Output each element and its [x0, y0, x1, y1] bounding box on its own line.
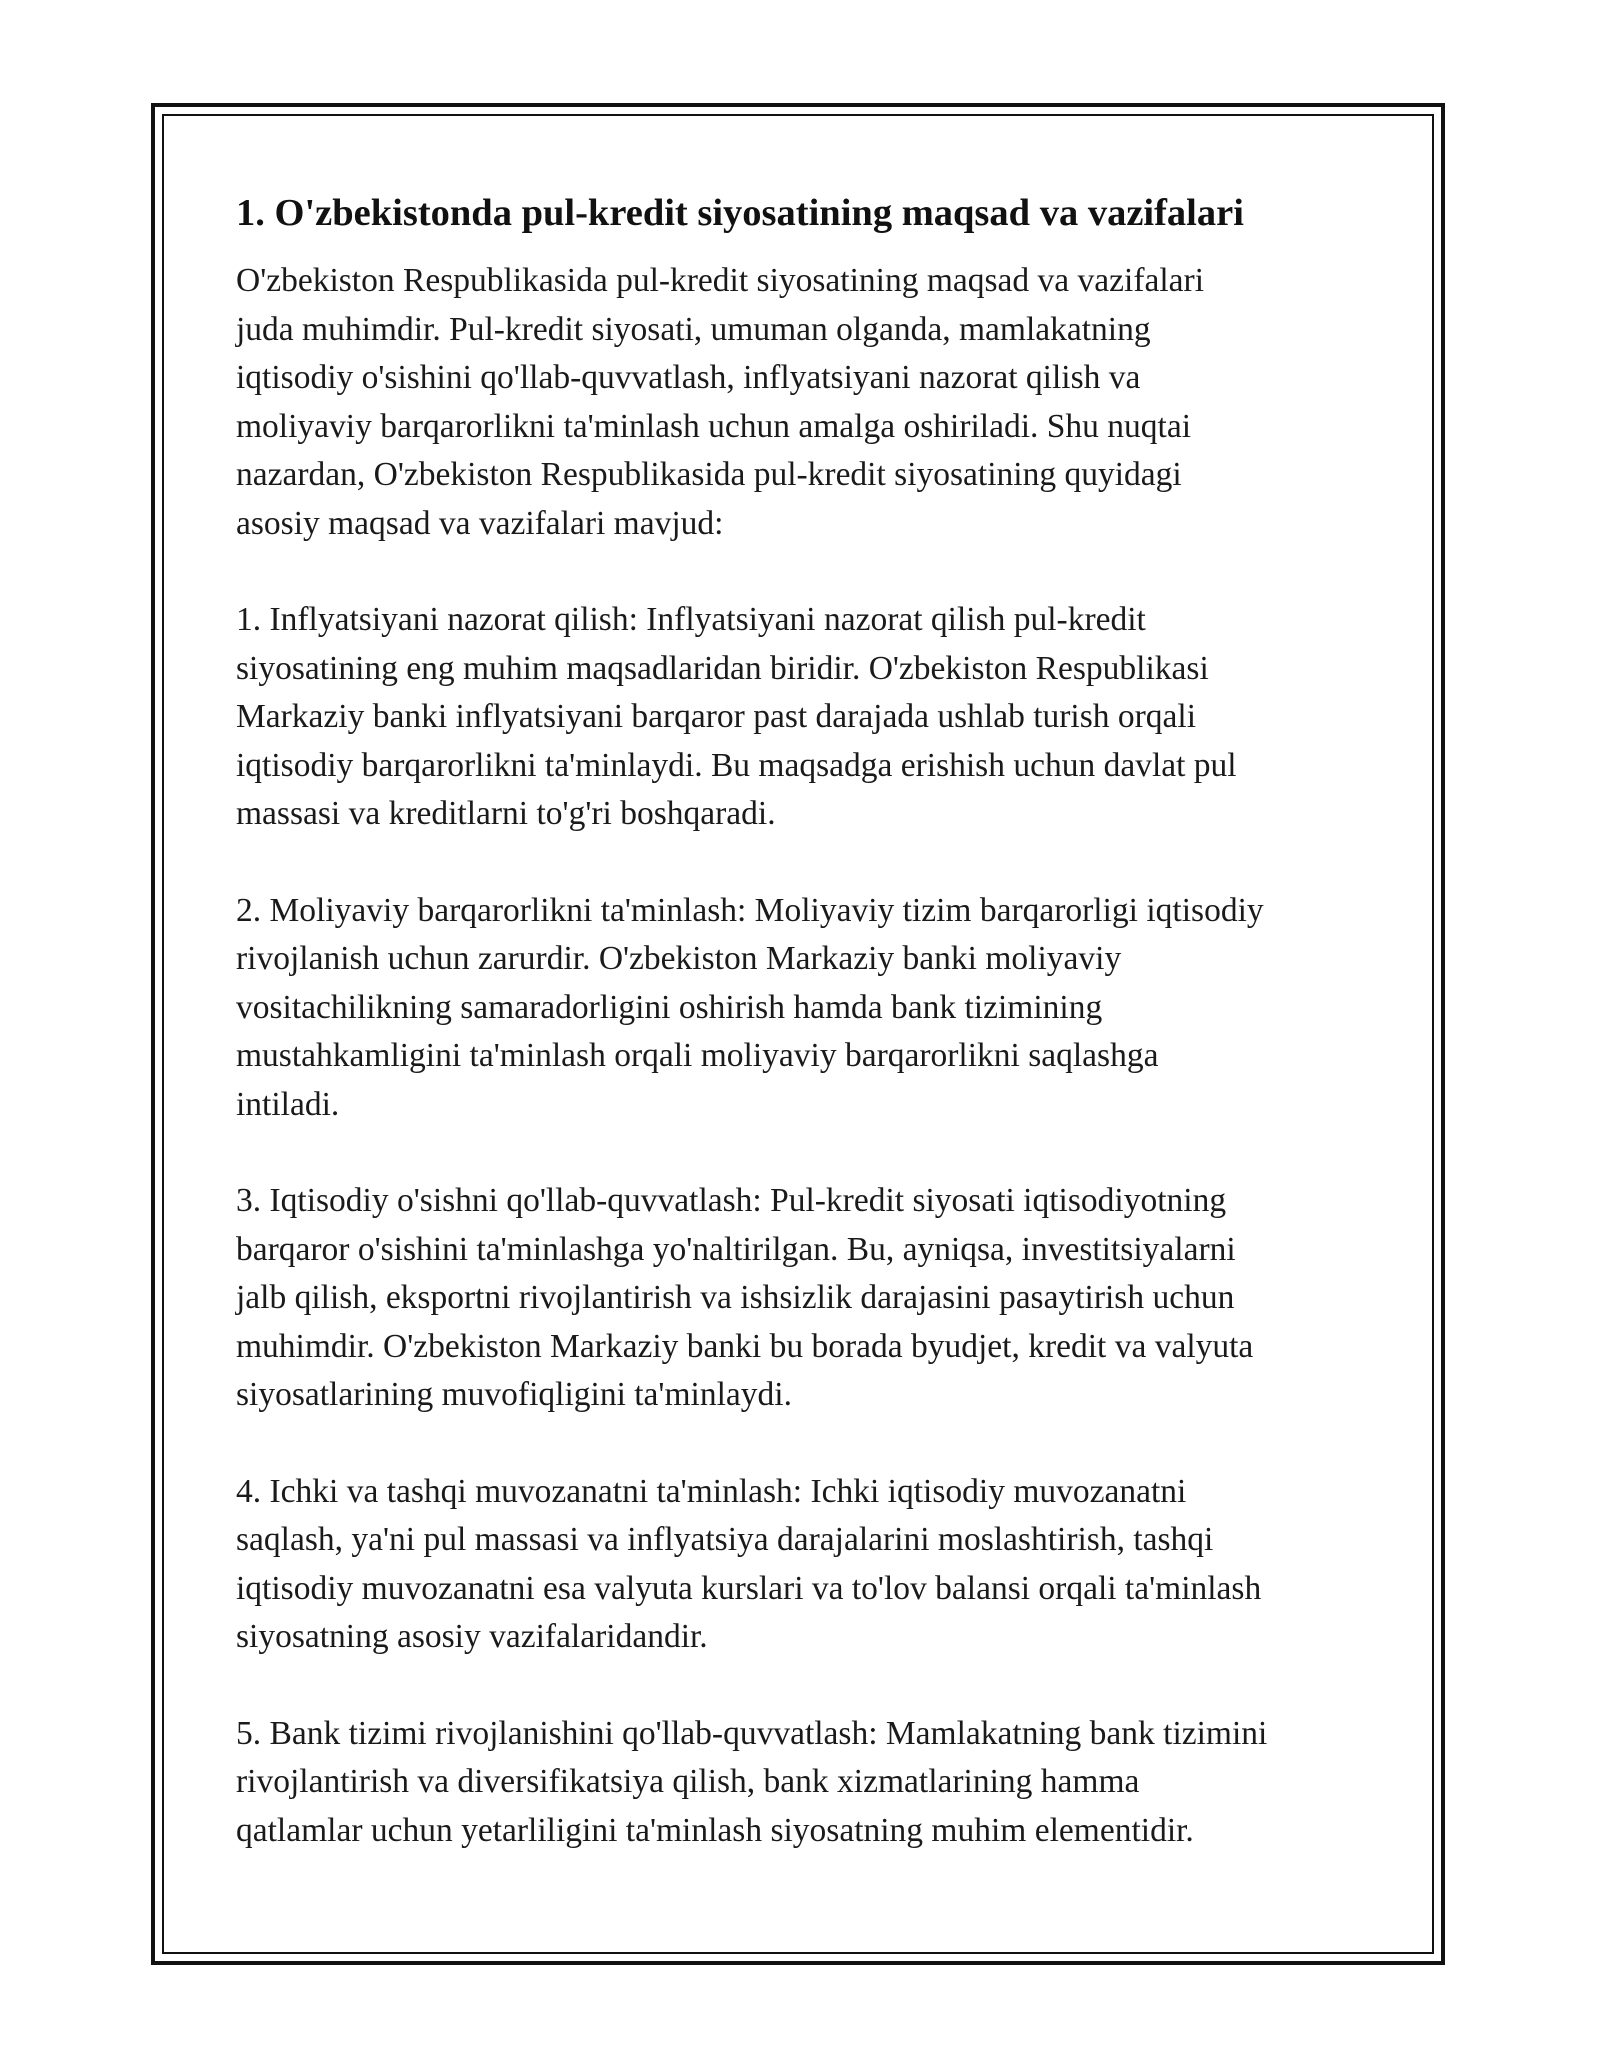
text-line: rivojlantirish va diversifikatsiya qilish, bank xizmatlarining hamma — [236, 1763, 1140, 1800]
text-line: iqtisodiy barqarorlikni ta'minlaydi. Bu maqsadga erishish uchun davlat pul — [236, 746, 1237, 784]
text-line: intiladi. — [236, 1085, 340, 1123]
text-line: barqaror o'sishini ta'minlashga yo'naltirilgan. Bu, ayniqsa, investitsiyalarni — [236, 1230, 1236, 1268]
text-line: iqtisodiy muvozanatni esa valyuta kurslari va to'lov balansi orqali ta'minlash — [236, 1569, 1262, 1607]
text-line: siyosatlarining muvofiqligini ta'minlaydi. — [236, 1376, 792, 1413]
text-line: asosiy maqsad va vazifalari mavjud: — [236, 504, 724, 542]
section-heading: 1. O'zbekistonda pul-kredit siyosatining maqsad va vazifalari — [236, 192, 1244, 234]
text-line: jalb qilish, eksportni rivojlantirish va ishsizlik darajasini pasaytirish uchun — [236, 1279, 1235, 1316]
text-line: Markaziy banki inflyatsiyani barqaror past darajada ushlab turish orqali — [236, 698, 1197, 735]
text-line: massasi va kreditlarni to'g'ri boshqaradi. — [236, 795, 776, 832]
text-line: muhimdir. O'zbekiston Markaziy banki bu borada byudjet, kredit va valyuta — [236, 1327, 1254, 1365]
text-line: saqlash, ya'ni pul massasi va inflyatsiya darajalarini moslashtirish, tashqi — [236, 1521, 1214, 1558]
text-line: mustahkamligini ta'minlash orqali moliyaviy barqarorlikni saqlashga — [236, 1037, 1159, 1074]
text-line: moliyaviy barqarorlikni ta'minlash uchun amalga oshiriladi. Shu nuqtai — [236, 407, 1192, 445]
text-line: juda muhimdir. Pul-kredit siyosati, umuman olganda, mamlakatning — [236, 310, 1151, 348]
list-item-paragraph-4 — [236, 1468, 1376, 1662]
text-line: siyosatning asosiy vazifalaridandir. — [236, 1618, 708, 1655]
text-line: qatlamlar uchun yetarliligini ta'minlash siyosatning muhim elementidir. — [236, 1811, 1194, 1849]
text-line: siyosatining eng muhim maqsadlaridan biridir. O'zbekiston Respublikasi — [236, 649, 1209, 687]
list-item-paragraph-3 — [236, 1177, 1376, 1420]
text-line: rivojlanish uchun zarurdir. O'zbekiston Markaziy banki moliyaviy — [236, 940, 1122, 977]
document-body — [236, 186, 1376, 1903]
text-line: nazardan, O'zbekiston Respublikasida pul-kredit siyosatining quyidagi — [236, 456, 1182, 493]
text-line: 2. Moliyaviy barqarorlikni ta'minlash: Moliyaviy tizim barqarorligi iqtisodiy — [236, 891, 1264, 929]
text-line: 5. Bank tizimi rivojlanishini qo'llab-quvvatlash: Mamlakatning bank tizimini — [236, 1714, 1268, 1752]
intro-paragraph — [236, 257, 1376, 548]
text-line: O'zbekiston Respublikasida pul-kredit siyosatining maqsad va vazifalari — [236, 262, 1204, 299]
text-line: iqtisodiy o'sishini qo'llab-quvvatlash, inflyatsiyani nazorat qilish va — [236, 359, 1141, 396]
list-item-paragraph-5 — [236, 1710, 1376, 1856]
list-item-paragraph-1 — [236, 596, 1376, 839]
text-line: 4. Ichki va tashqi muvozanatni ta'minlash: Ichki iqtisodiy muvozanatni — [236, 1472, 1187, 1510]
text-line: vositachilikning samaradorligini oshirish hamda bank tizimining — [236, 988, 1103, 1026]
text-line: 3. Iqtisodiy o'sishni qo'llab-quvvatlash: Pul-kredit siyosati iqtisodiyotning — [236, 1182, 1227, 1219]
text-line: 1. Inflyatsiyani nazorat qilish: Inflyatsiyani nazorat qilish pul-kredit — [236, 601, 1146, 638]
list-item-paragraph-2 — [236, 887, 1376, 1130]
